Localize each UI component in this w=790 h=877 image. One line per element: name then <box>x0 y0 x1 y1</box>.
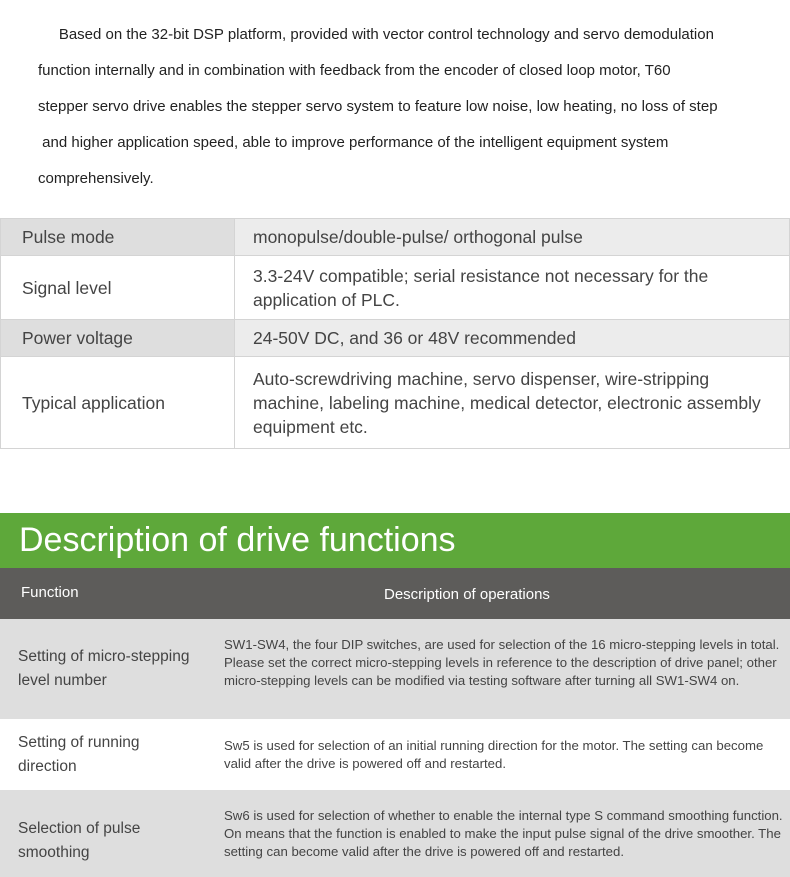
spec-value: monopulse/double-pulse/ orthogonal pulse <box>235 219 790 256</box>
function-row-micro-stepping <box>0 619 790 719</box>
spec-value: 24-50V DC, and 36 or 48V recommended <box>235 320 790 357</box>
function-name: Selection of pulse smoothing <box>18 820 141 861</box>
spec-row-pulse-mode <box>1 219 790 256</box>
spec-label: Pulse mode <box>1 219 235 256</box>
spec-label: Signal level <box>1 256 235 320</box>
function-name: Setting of micro-stepping level number <box>18 648 190 689</box>
header-function: Function <box>21 584 79 601</box>
intro-line: and higher application speed, able to improve performance of the intelligent equipment system <box>38 134 669 151</box>
spec-value: Auto-screwdriving machine, servo dispenser, wire-stripping machine, labeling machine, medical detector, electronic assembly equipment etc. <box>235 357 790 449</box>
functions-table <box>0 568 790 877</box>
spec-row-signal-level <box>1 256 790 320</box>
spec-value: 3.3-24V compatible; serial resistance not necessary for the application of PLC. <box>235 256 790 320</box>
function-row-pulse-smoothing <box>0 790 790 877</box>
function-description: SW1-SW4, the four DIP switches, are used for selection of the 16 micro-stepping levels in total. Please set the correct micro-stepping levels in reference to the description of drive panel; other micro-stepping levels can be modified via testing software after turning all SW1-SW4 on. <box>224 637 780 688</box>
spec-table <box>0 218 790 449</box>
spec-label: Typical application <box>1 357 235 449</box>
intro-paragraph <box>38 17 778 197</box>
spec-row-typical-application <box>1 357 790 449</box>
section-title: Description of drive functions <box>0 513 790 568</box>
function-description: Sw6 is used for selection of whether to enable the internal type S command smoothing function. On means that the function is enabled to make the input pulse signal of the drive smoother. The setting can become valid after the drive is powered off and restarted. <box>224 808 783 859</box>
spec-row-power-voltage <box>1 320 790 357</box>
intro-line: function internally and in combination with feedback from the encoder of closed loop motor, T60 <box>38 62 671 79</box>
function-description: Sw5 is used for selection of an initial running direction for the motor. The setting can become valid after the drive is powered off and restarted. <box>224 738 764 771</box>
functions-header-row <box>0 568 790 619</box>
header-description: Description of operations <box>384 586 550 603</box>
function-name: Setting of running direction <box>18 734 140 775</box>
spec-label: Power voltage <box>1 320 235 357</box>
function-row-running-direction <box>0 719 790 790</box>
intro-line: Based on the 32-bit DSP platform, provided with vector control technology and servo demodulation <box>38 26 714 43</box>
intro-line: stepper servo drive enables the stepper servo system to feature low noise, low heating, no loss of step <box>38 98 718 115</box>
intro-line: comprehensively. <box>38 170 154 187</box>
